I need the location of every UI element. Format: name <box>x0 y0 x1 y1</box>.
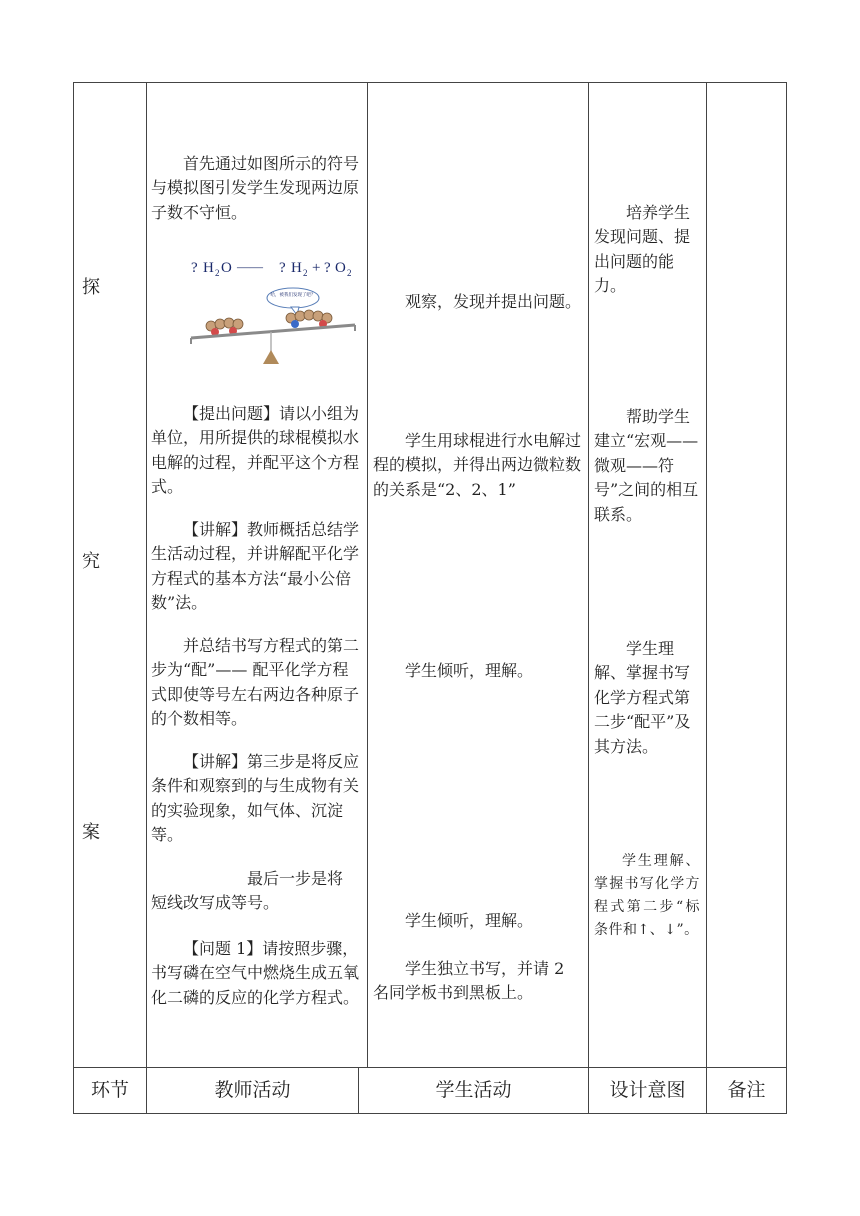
teacher-paragraph-6-line1: 最后一步是将 <box>247 869 344 888</box>
eq-sub-c: 2 <box>347 268 352 278</box>
balance-scale-illustration <box>185 252 365 370</box>
teacher-paragraph-3: 【讲解】教师概括总结学生活动过程，并讲解配平化学方程式的基本方法“最小公倍数”法。 <box>151 520 360 613</box>
eq-q3: ? <box>324 260 331 276</box>
eq-dash: —— <box>237 259 263 274</box>
teacher-paragraph-5: 【讲解】第三步是将反应条件和观察到的与生成物有关的实验现象，如气体、沉淀等。 <box>151 752 360 845</box>
table-left-border <box>73 82 74 1114</box>
eq-h2: H <box>291 260 302 276</box>
balance-fulcrum <box>263 350 279 364</box>
speech-bubble-text: 哈，被我们发现了吧？ <box>270 293 316 298</box>
header-top-border <box>73 1067 787 1068</box>
table-bottom-border <box>73 1113 787 1114</box>
table-right-border <box>786 82 787 1114</box>
header-stage: 环节 <box>90 1079 129 1101</box>
speech-bubble <box>267 288 319 308</box>
header-design-intent: 设计意图 <box>609 1079 686 1101</box>
column-divider-4 <box>706 82 707 1114</box>
teacher-paragraph-2: 【提出问题】请以小组为单位，用所提供的球棍模拟水电解的过程，并配平这个方程式。 <box>151 404 360 497</box>
teacher-paragraph-6-line2: 短线改写成等号。 <box>151 893 280 912</box>
column-divider-3 <box>588 82 589 1114</box>
eq-q1: ? <box>191 260 198 276</box>
design-intent-1: 培养学生发现问题、提出问题的能力。 <box>594 203 691 296</box>
header-teacher-activity: 教师活动 <box>214 1079 291 1101</box>
student-activity-4: 学生倾听，理解。 <box>405 911 534 930</box>
design-intent-4: 学生理解、掌握书写化学方程式第二步“标条件和↑、↓”。 <box>594 853 700 938</box>
design-intent-2: 帮助学生建立“宏观——微观——符号”之间的相互联系。 <box>594 407 699 524</box>
column-divider-1 <box>146 82 147 1114</box>
eq-h: H <box>203 260 214 276</box>
header-remarks: 备注 <box>727 1079 766 1101</box>
eq-o: O <box>221 260 232 276</box>
eq-sub-b: 2 <box>303 268 308 278</box>
teacher-paragraph-1: 首先通过如图所示的符号与模拟图引发学生发现两边原子数不守恒。 <box>151 154 360 222</box>
student-activity-2: 学生用球棍进行水电解过程的模拟，并得出两边微粒数的关系是“2、2、1” <box>373 431 582 499</box>
stage-char-jiu: 究 <box>82 551 100 572</box>
student-activity-3: 学生倾听，理解。 <box>405 661 534 680</box>
header-student-activity: 学生活动 <box>435 1079 512 1101</box>
design-intent-3: 学生理解、掌握书写化学方程式第二步“配平”及其方法。 <box>594 639 691 756</box>
eq-sub-a: 2 <box>215 268 220 278</box>
student-activity-1: 观察，发现并提出问题。 <box>405 292 582 311</box>
eq-o2: O <box>335 260 346 276</box>
table-top-border <box>73 82 787 83</box>
eq-q2: ? <box>279 260 286 276</box>
teacher-paragraph-7: 【问题 1】请按照步骤，书写磷在空气中燃烧生成五氧化二磷的反应的化学方程式。 <box>151 939 360 1007</box>
student-activity-5: 学生独立书写，并请 2 名同学板书到黑板上。 <box>373 959 565 1003</box>
teacher-paragraph-4: 并总结书写方程式的第二步为“配”—— 配平化学方程式即使等号左右两边各种原子的个数相等。 <box>151 636 360 729</box>
balance-model-figure <box>185 252 365 370</box>
stage-char-an: 案 <box>82 822 100 843</box>
column-divider-2-upper <box>367 82 368 1067</box>
eq-plus: + <box>312 260 321 276</box>
stage-char-tan: 探 <box>82 277 100 298</box>
